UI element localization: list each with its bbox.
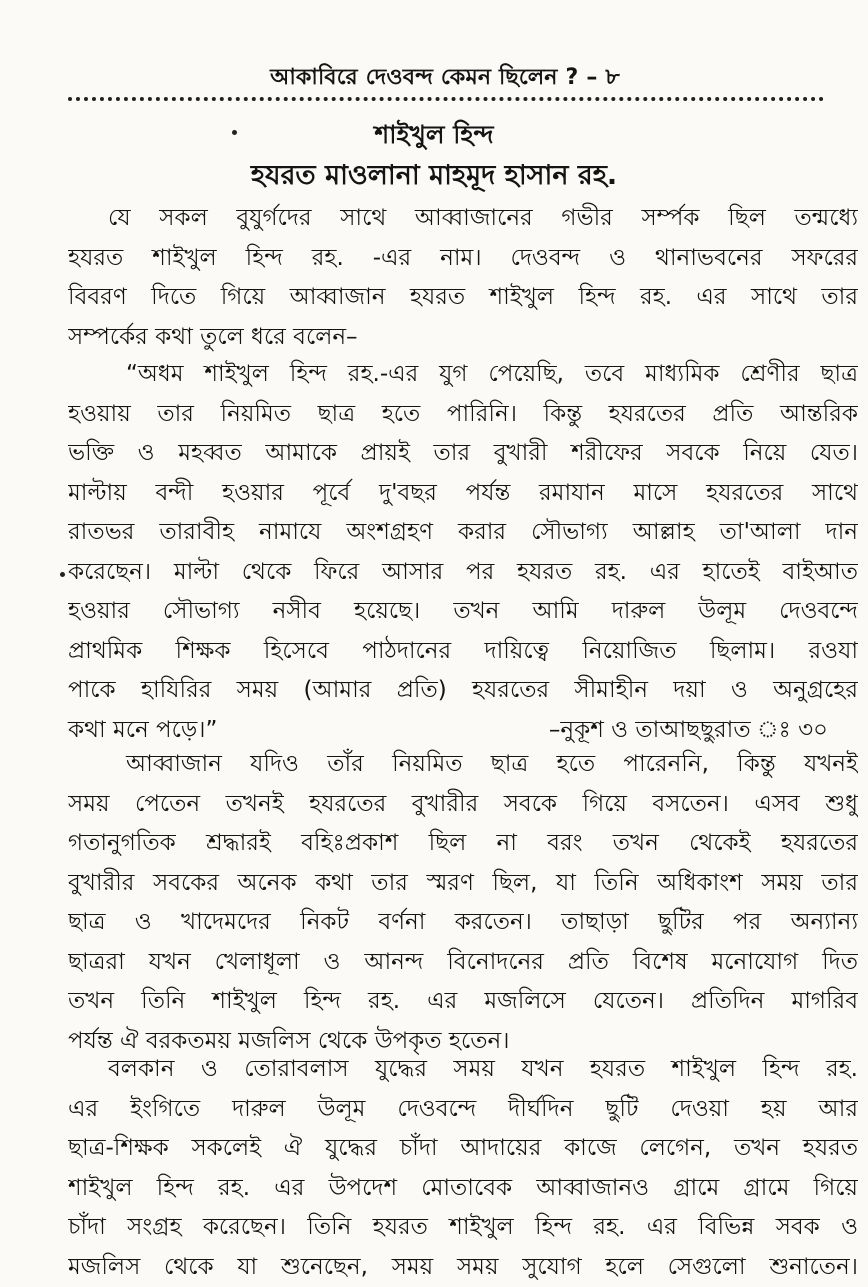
text-line: ছাত্র-শিক্ষক সকলেই ঐ যুদ্ধের চাঁদা আদায়ের কাজে লেগেন, তখন হযরত [68, 1129, 858, 1169]
text-line: বুখারীর সবকের অনেক কথা তার স্মরণ ছিল, যা তিনি অধিকাংশ সময় তার [68, 864, 858, 904]
paragraph-1 [68, 199, 858, 357]
text-line: ভক্তি ও মহব্বত আমাকে প্রায়ই তার বুখারী শরীফের সবকে নিয়ে যেত। [68, 434, 858, 474]
text-line: চাঁদা সংগ্রহ করেছেন। তিনি হযরত শাইখুল হিন্দ রহ. এর বিভিন্ন সবক ও [68, 1208, 858, 1248]
text-line: যে সকল বুযুর্গদের সাথে আব্বাজানের গভীর সর্ম্পক ছিল তন্মধ্যে [68, 199, 858, 239]
text-line: রাতভর তারাবীহ নামাযে অংশগ্রহণ করার সৌভাগ্য আল্লাহ তা'আলা দান [68, 513, 858, 553]
text-line: আব্বাজান যদিও তাঁর নিয়মিত ছাত্র হতে পারেননি, কিন্তু যখনই [68, 745, 858, 785]
quote-end-text: কথা মনে পড়ে।” [68, 711, 217, 751]
text-line: “অধম শাইখুল হিন্দ রহ.-এর যুগ পেয়েছি, তবে মাধ্যমিক শ্রেণীর ছাত্র [68, 355, 858, 395]
text-line: মজলিস থেকে যা শুনেছেন, সময় সময় সুযোগ হলে সেগুলো শুনাতেন। [68, 1248, 858, 1287]
text-line: হযরত শাইখুল হিন্দ রহ. -এর নাম। দেওবন্দ ও থানাভবনের সফরের [68, 239, 858, 279]
text-line: প্রাথমিক শিক্ষক হিসেবে পাঠদানের দায়িত্বে নিয়োজিত ছিলাম। রওযা [68, 632, 858, 672]
print-speck [60, 572, 65, 577]
text-line: করেছেন। মাল্টা থেকে ফিরে আসার পর হযরত রহ. এর হাতেই বাইআত [68, 553, 858, 593]
text-line: তখন তিনি শাইখুল হিন্দ রহ. এর মজলিসে যেতেন। প্রতিদিন মাগরিব [68, 982, 858, 1022]
text-line: শাইখুল হিন্দ রহ. এর উপদেশ মোতাবেক আব্বাজানও গ্রামে গ্রামে গিয়ে [68, 1169, 858, 1209]
text-line: সময় পেতেন তখনই হযরতের বুখারীর সবকে গিয়ে বসতেন। এসব শুধু [68, 785, 858, 825]
text-line: পাকে হাযিরির সময় (আমার প্রতি) হযরতের সীমাহীন দয়া ও অনুগ্রহের [68, 671, 858, 711]
text-line: বলকান ও তোরাবলাস যুদ্ধের সময় যখন হযরত শাইখুল হিন্দ রহ. [68, 1050, 858, 1090]
header-divider [68, 97, 824, 101]
text-line: ছাত্ররা যখন খেলাধূলা ও আনন্দ বিনোদনের প্রতি বিশেষ মনোযোগ দিত [68, 943, 858, 983]
text-line: গতানুগতিক শ্রদ্ধারই বহিঃপ্রকাশ ছিল না বরং তখন থেকেই হযরতের [68, 824, 858, 864]
quotation [68, 355, 858, 750]
text-line: বিবরণ দিতে গিয়ে আব্বাজান হযরত শাইখুল হিন্দ রহ. এর সাথে তার [68, 278, 858, 318]
text-line: হওয়ায় তার নিয়মিত ছাত্র হতে পারিনি। কিন্তু হযরতের প্রতি আন্তরিক [68, 395, 858, 435]
text-line: পর্যন্ত ঐ বরকতময় মজলিস থেকে উপকৃত হতেন। [68, 1022, 858, 1062]
text-line: মাল্টায় বন্দী হওয়ার পূর্বে দু'বছর পর্যন্ত রমাযান মাসে হযরতের সাথে [68, 474, 858, 514]
text-line: এর ইংগিতে দারুল উলূম দেওবন্দে দীর্ঘদিন ছুটি দেওয়া হয় আর [68, 1090, 858, 1130]
paragraph-2 [68, 745, 858, 1061]
paragraph-3 [68, 1050, 858, 1287]
text-line: ছাত্র ও খাদেমদের নিকট বর্ণনা করতেন। তাছাড়া ছুটির পর অন্যান্য [68, 903, 858, 943]
section-title: শাইখুল হিন্দ [0, 115, 868, 158]
citation: –নুকূশ ও তাআছছুরাত ঃ ৩০ [549, 711, 858, 751]
text-line: সম্পর্কের কথা তুলে ধরে বলেন– [68, 318, 858, 358]
section-subtitle: হযরত মাওলানা মাহমূদ হাসান রহ. [0, 155, 868, 200]
text-line: হওয়ার সৌভাগ্য নসীব হয়েছে। তখন আমি দারুল উলূম দেওবন্দে [68, 592, 858, 632]
running-header: আকাবিরে দেওবন্দ কেমন ছিলেন ? – ৮ [70, 60, 820, 97]
